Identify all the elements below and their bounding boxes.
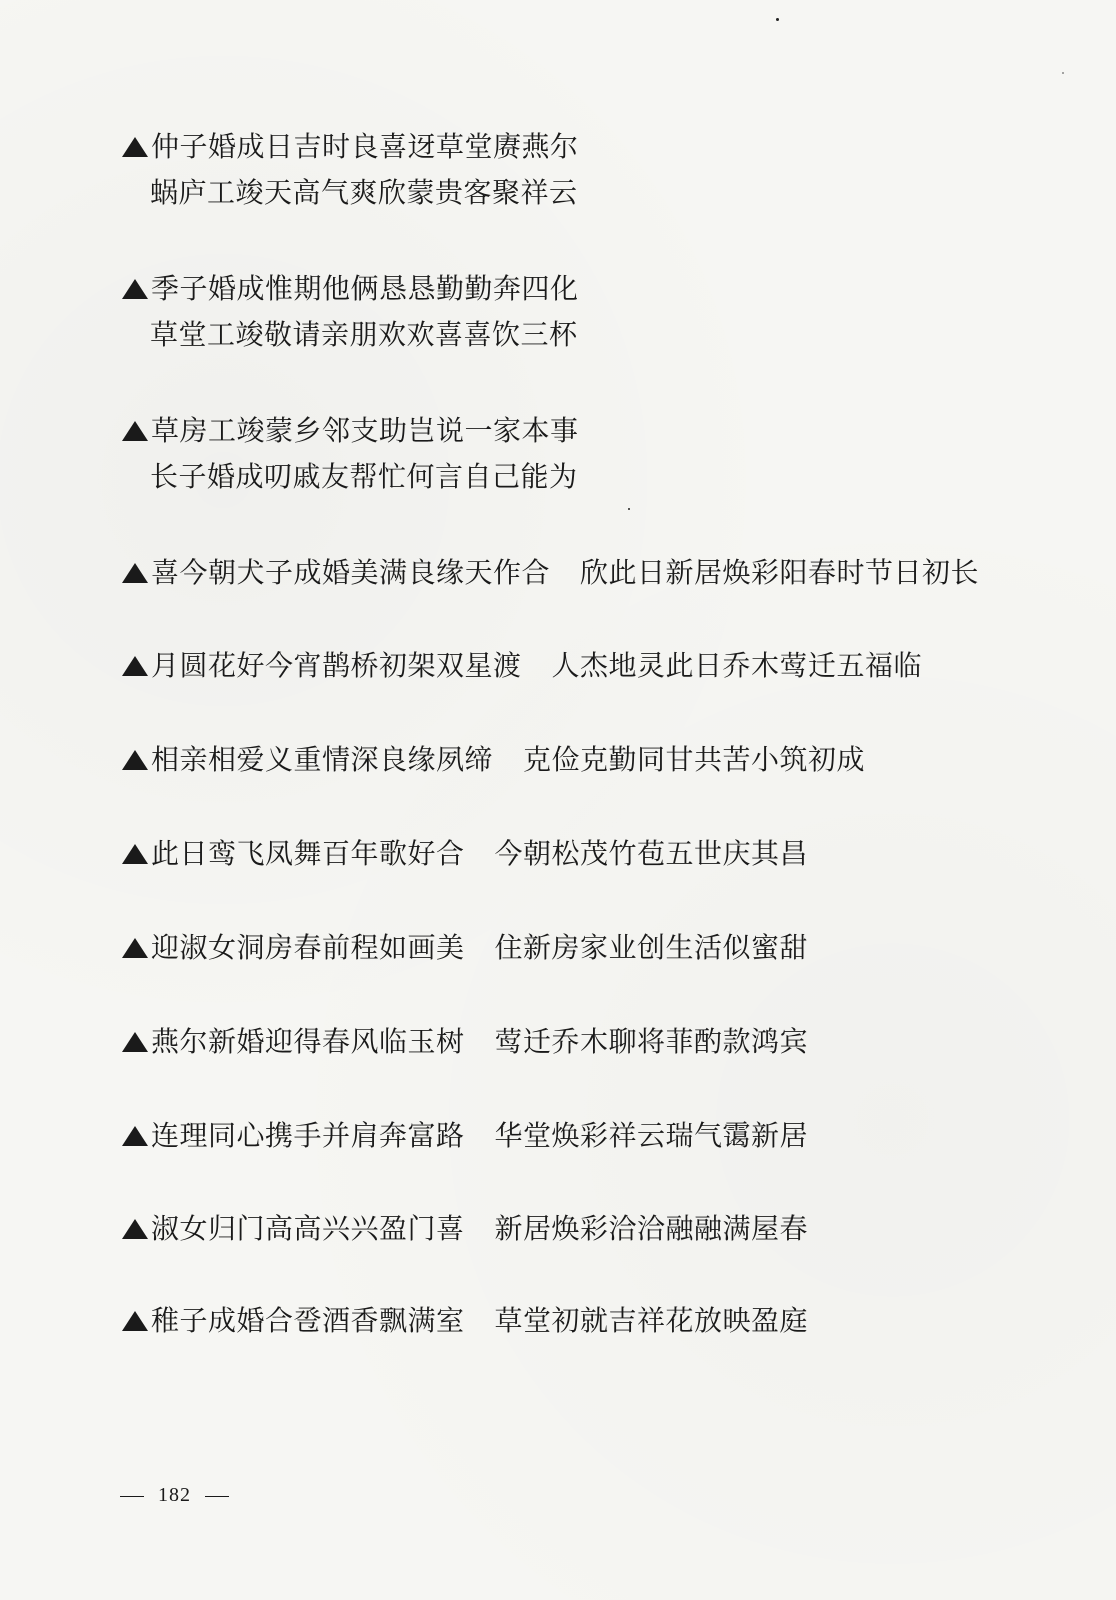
triangle-bullet-icon: [122, 1126, 148, 1146]
couplet-1: [122, 124, 579, 216]
couplet-lower: 克俭克勤同甘共苦小筑初成: [523, 743, 866, 776]
couplet-2: [122, 266, 579, 358]
couplet-upper-line: 季子婚成惟期他俩恳恳勤勤奔四化: [151, 272, 579, 305]
couplet-upper: 连理同心携手并肩奔富路: [151, 1119, 465, 1152]
triangle-bullet-icon: [122, 1311, 148, 1331]
couplet-lower: 新居焕彩洽洽融融满屋春: [494, 1212, 809, 1245]
triangle-bullet-icon: [122, 1032, 148, 1052]
couplet-10: [122, 1113, 808, 1159]
couplet-upper: 迎淑女洞房春前程如画美: [151, 931, 465, 964]
couplet-6: [122, 737, 865, 783]
couplet-3: [122, 408, 579, 500]
couplet-7: [122, 831, 808, 877]
couplet-lower-line: 蜗庐工竣天高气爽欣蒙贵客聚祥云: [150, 176, 578, 209]
triangle-bullet-icon: [122, 750, 148, 770]
couplet-9: [122, 1019, 808, 1065]
couplet-lower-line: 草堂工竣敬请亲朋欢欢喜喜饮三杯: [150, 318, 578, 351]
couplet-upper: 喜今朝犬子成婚美满良缘天作合: [151, 556, 551, 589]
triangle-bullet-icon: [122, 656, 148, 676]
couplet-8: [122, 925, 808, 971]
couplet-5: [122, 643, 922, 689]
scan-speck: [1062, 72, 1064, 74]
couplet-11: [122, 1206, 808, 1252]
couplet-12: [122, 1298, 808, 1344]
dash-left: [120, 1496, 144, 1498]
page-number: [120, 1484, 243, 1507]
triangle-bullet-icon: [122, 421, 148, 441]
triangle-bullet-icon: [122, 1219, 148, 1239]
scan-speck: [776, 18, 779, 21]
couplet-upper-line: 仲子婚成日吉时良喜迓草堂赓燕尔: [151, 130, 579, 163]
couplet-lower-line: 长子婚成叨戚友帮忙何言自己能为: [150, 460, 578, 493]
couplet-lower: 华堂焕彩祥云瑞气霭新居: [494, 1119, 809, 1152]
scan-speck: [628, 508, 630, 510]
couplet-lower: 草堂初就吉祥花放映盈庭: [494, 1304, 809, 1337]
couplet-upper: 月圆花好今宵鹊桥初架双星渡: [151, 649, 522, 682]
couplet-4: [122, 550, 979, 596]
couplet-upper: 稚子成婚合卺酒香飘满室: [151, 1304, 465, 1337]
dash-right: [205, 1496, 229, 1498]
couplet-upper: 相亲相爱义重情深良缘夙缔: [151, 743, 494, 776]
page-number-text: 182: [158, 1484, 191, 1506]
couplet-upper: 此日鸾飞凤舞百年歌好合: [151, 837, 465, 870]
couplet-lower: 住新房家业创生活似蜜甜: [494, 931, 809, 964]
triangle-bullet-icon: [122, 844, 148, 864]
couplet-lower: 莺迁乔木聊将菲酌款鸿宾: [494, 1025, 809, 1058]
triangle-bullet-icon: [122, 938, 148, 958]
couplet-upper: 淑女归门高高兴兴盈门喜: [151, 1212, 465, 1245]
couplet-lower: 人杰地灵此日乔木莺迁五福临: [551, 649, 923, 682]
triangle-bullet-icon: [122, 563, 148, 583]
couplet-upper-line: 草房工竣蒙乡邻支助岂说一家本事: [151, 414, 579, 447]
couplet-upper: 燕尔新婚迎得春风临玉树: [151, 1025, 465, 1058]
couplet-lower: 今朝松茂竹苞五世庆其昌: [494, 837, 809, 870]
couplet-lower: 欣此日新居焕彩阳春时节日初长: [580, 556, 980, 589]
triangle-bullet-icon: [122, 137, 148, 157]
triangle-bullet-icon: [122, 279, 148, 299]
